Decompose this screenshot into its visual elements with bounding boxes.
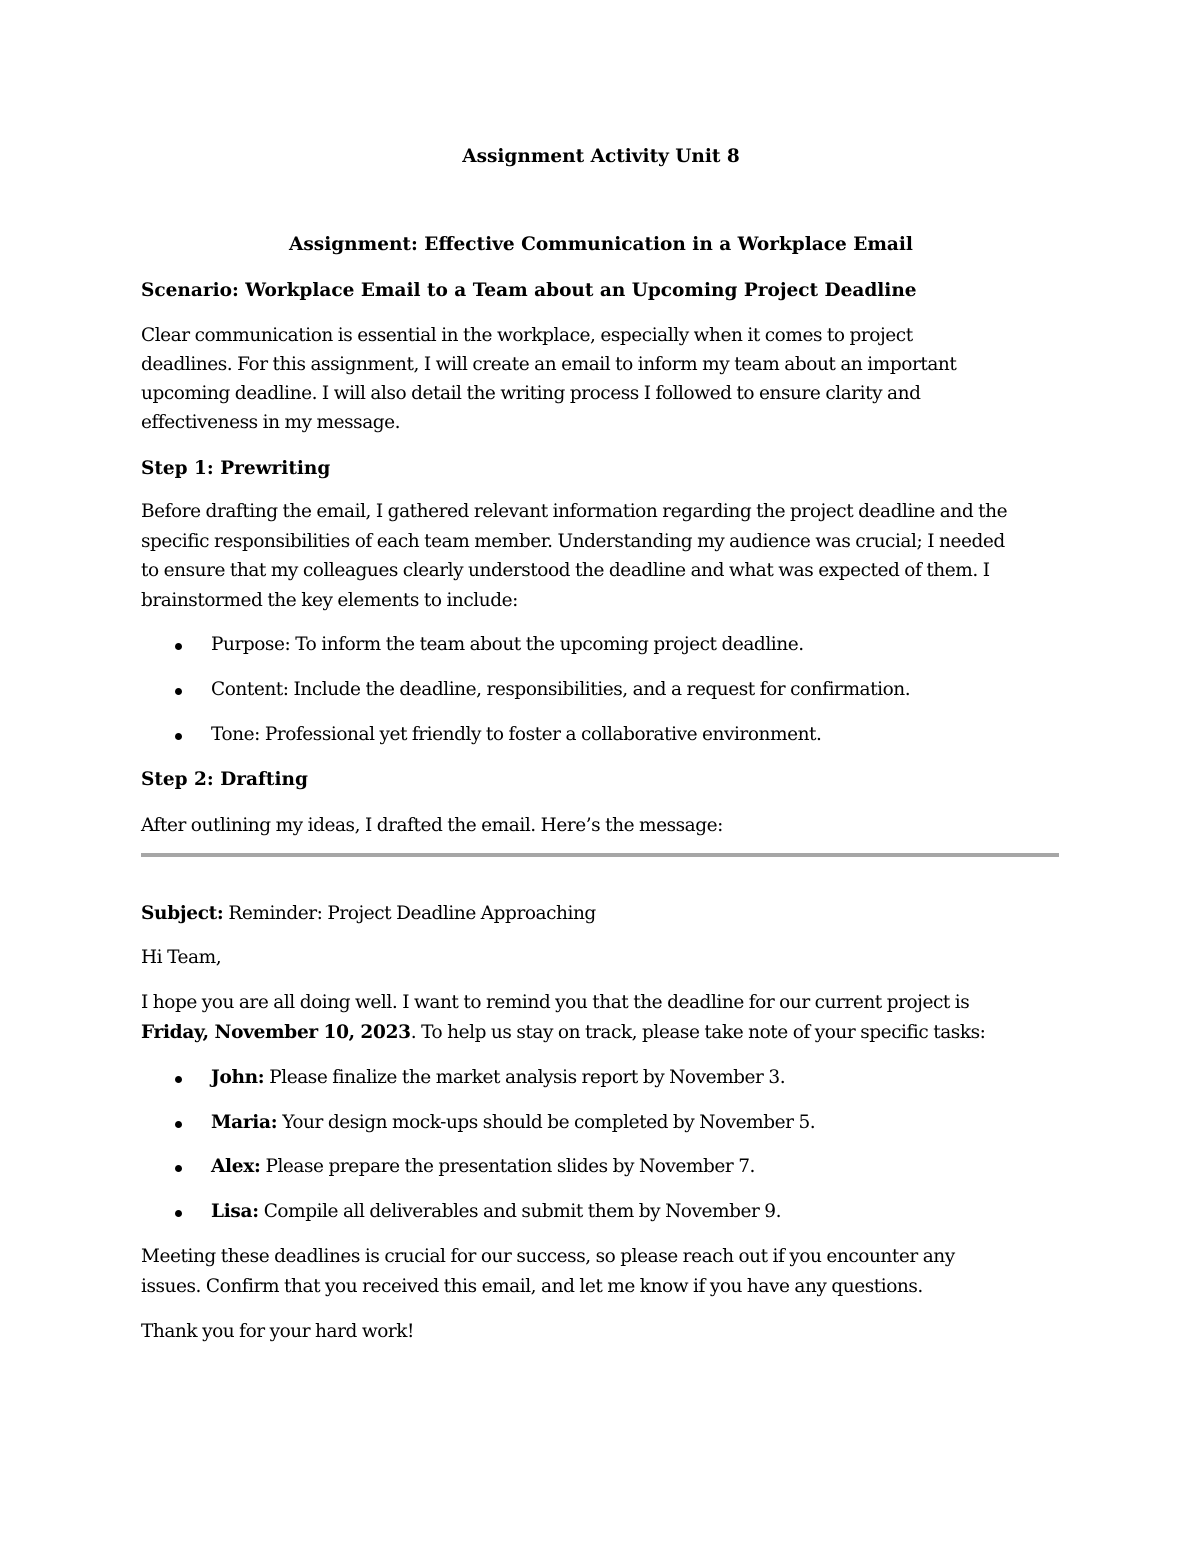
task-description: Your design mock-ups should be completed by November 5.	[282, 1112, 816, 1133]
task-description: Please finalize the market analysis report by November 3.	[269, 1067, 786, 1088]
document-title: Assignment Activity Unit 8	[462, 146, 740, 167]
horizontal-divider	[141, 853, 1059, 857]
task-assignee: Alex:	[211, 1156, 261, 1177]
task-assignee: Maria:	[211, 1112, 278, 1133]
step1-line: to ensure that my colleagues clearly understood the deadline and what was expected of them. I	[141, 560, 990, 581]
step1-line: specific responsibilities of each team member. Understanding my audience was crucial; I needed	[141, 531, 1005, 552]
subject-label: Subject:	[141, 903, 224, 924]
bullet-icon	[175, 643, 182, 650]
task-description: Please prepare the presentation slides by November 7.	[265, 1156, 755, 1177]
email-signoff: Thank you for your hard work!	[141, 1321, 415, 1342]
assignment-heading: Assignment: Effective Communication in a Workplace Email	[289, 234, 913, 255]
bullet-icon	[175, 688, 182, 695]
bullet-icon	[175, 733, 182, 740]
list-item-text: Content: Include the deadline, responsibilities, and a request for confirmation.	[211, 679, 911, 700]
email-body-line: I hope you are all doing well. I want to remind you that the deadline for our current project is	[141, 992, 970, 1013]
bullet-icon	[175, 1210, 182, 1217]
email-subject-line	[141, 899, 1061, 929]
list-item-text: Tone: Professional yet friendly to foster a collaborative environment.	[211, 724, 822, 745]
intro-line: effectiveness in my message.	[141, 412, 401, 433]
step1-line: Before drafting the email, I gathered relevant information regarding the project deadline and the	[141, 501, 1008, 522]
list-item-text: Purpose: To inform the team about the upcoming project deadline.	[211, 634, 804, 655]
email-closing-line: issues. Confirm that you received this email, and let me know if you have any questions.	[141, 1276, 923, 1297]
email-body-line-rest: . To help us stay on track, please take note of your specific tasks:	[410, 1022, 986, 1043]
subject-text: Reminder: Project Deadline Approaching	[228, 903, 596, 924]
step1-line: brainstormed the key elements to include:	[141, 590, 518, 611]
step2-paragraph: After outlining my ideas, I drafted the email. Here’s the message:	[141, 815, 723, 836]
bullet-icon	[175, 1165, 182, 1172]
task-assignee: John:	[211, 1067, 265, 1088]
bullet-icon	[175, 1076, 182, 1083]
email-closing-line: Meeting these deadlines is crucial for our success, so please reach out if you encounter any	[141, 1246, 955, 1267]
intro-line: Clear communication is essential in the workplace, especially when it comes to project	[141, 325, 913, 346]
deadline-date: Friday, November 10, 2023	[141, 1022, 411, 1043]
email-body-line	[141, 1018, 1061, 1048]
intro-line: upcoming deadline. I will also detail the writing process I followed to ensure clarity and	[141, 383, 921, 404]
intro-line: deadlines. For this assignment, I will create an email to inform my team about an important	[141, 354, 957, 375]
step1-heading: Step 1: Prewriting	[141, 458, 331, 479]
email-greeting: Hi Team,	[141, 947, 222, 968]
bullet-icon	[175, 1121, 182, 1128]
task-description: Compile all deliverables and submit them by November 9.	[263, 1201, 782, 1222]
task-assignee: Lisa:	[211, 1201, 259, 1222]
scenario-heading: Scenario: Workplace Email to a Team about an Upcoming Project Deadline	[141, 280, 917, 301]
step2-heading: Step 2: Drafting	[141, 769, 308, 790]
